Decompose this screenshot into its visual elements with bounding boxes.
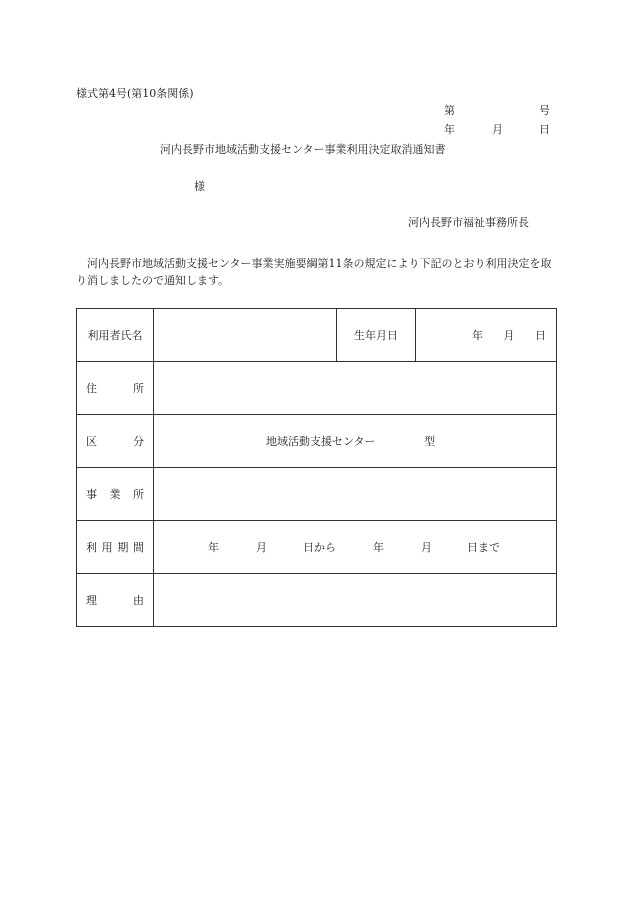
name-label: 利用者氏名: [77, 309, 154, 362]
reason-field: [154, 574, 557, 627]
document-number-suffix: 号: [539, 104, 550, 117]
period-start-month: 月: [256, 541, 267, 554]
office-field: [154, 468, 557, 521]
category-type: 型: [424, 435, 436, 448]
notification-form-table: [76, 308, 557, 627]
address-label: 住 所: [77, 362, 154, 415]
date-month: 月: [492, 123, 503, 136]
document-number-prefix: 第: [444, 104, 455, 117]
document-title: 河内長野市地域活動支援センター事業利用決定取消通知書: [160, 143, 446, 156]
table-row-category: [77, 415, 557, 468]
period-end-month: 月: [421, 541, 432, 554]
address-field: [154, 362, 557, 415]
table-row-office: [77, 468, 557, 521]
recipient-honorific: 様: [194, 180, 205, 193]
period-start-year: 年: [208, 541, 219, 554]
period-end-year: 年: [373, 541, 384, 554]
birth-day: 日: [535, 329, 546, 342]
table-row-address: [77, 362, 557, 415]
category-field: [154, 415, 557, 468]
reason-label: 理 由: [77, 574, 154, 627]
table-row-reason: [77, 574, 557, 627]
birth-date-field: [416, 309, 557, 362]
name-field: [154, 309, 337, 362]
period-label: 利 用 期 間: [77, 521, 154, 574]
category-label: 区 分: [77, 415, 154, 468]
period-start-day: 日から: [303, 541, 336, 554]
date-day: 日: [539, 123, 550, 136]
table-row-period: [77, 521, 557, 574]
issuer-name: 河内長野市福祉事務所長: [408, 216, 529, 229]
table-row-name: [77, 309, 557, 362]
birth-label: 生年月日: [337, 309, 416, 362]
body-text: 河内長野市地域活動支援センター事業実施要綱第11条の規定により下記のとおり利用決定を取り消しましたので通知します。: [76, 257, 552, 287]
birth-month: 月: [503, 329, 515, 342]
category-value: 地域活動支援センター: [266, 435, 376, 448]
date-year: 年: [444, 123, 455, 136]
period-field: [154, 521, 557, 574]
office-label: 事 業 所: [77, 468, 154, 521]
form-number: 様式第4号(第10条関係): [76, 87, 194, 100]
birth-year: 年: [472, 329, 483, 342]
period-end-day: 日まで: [467, 541, 500, 554]
